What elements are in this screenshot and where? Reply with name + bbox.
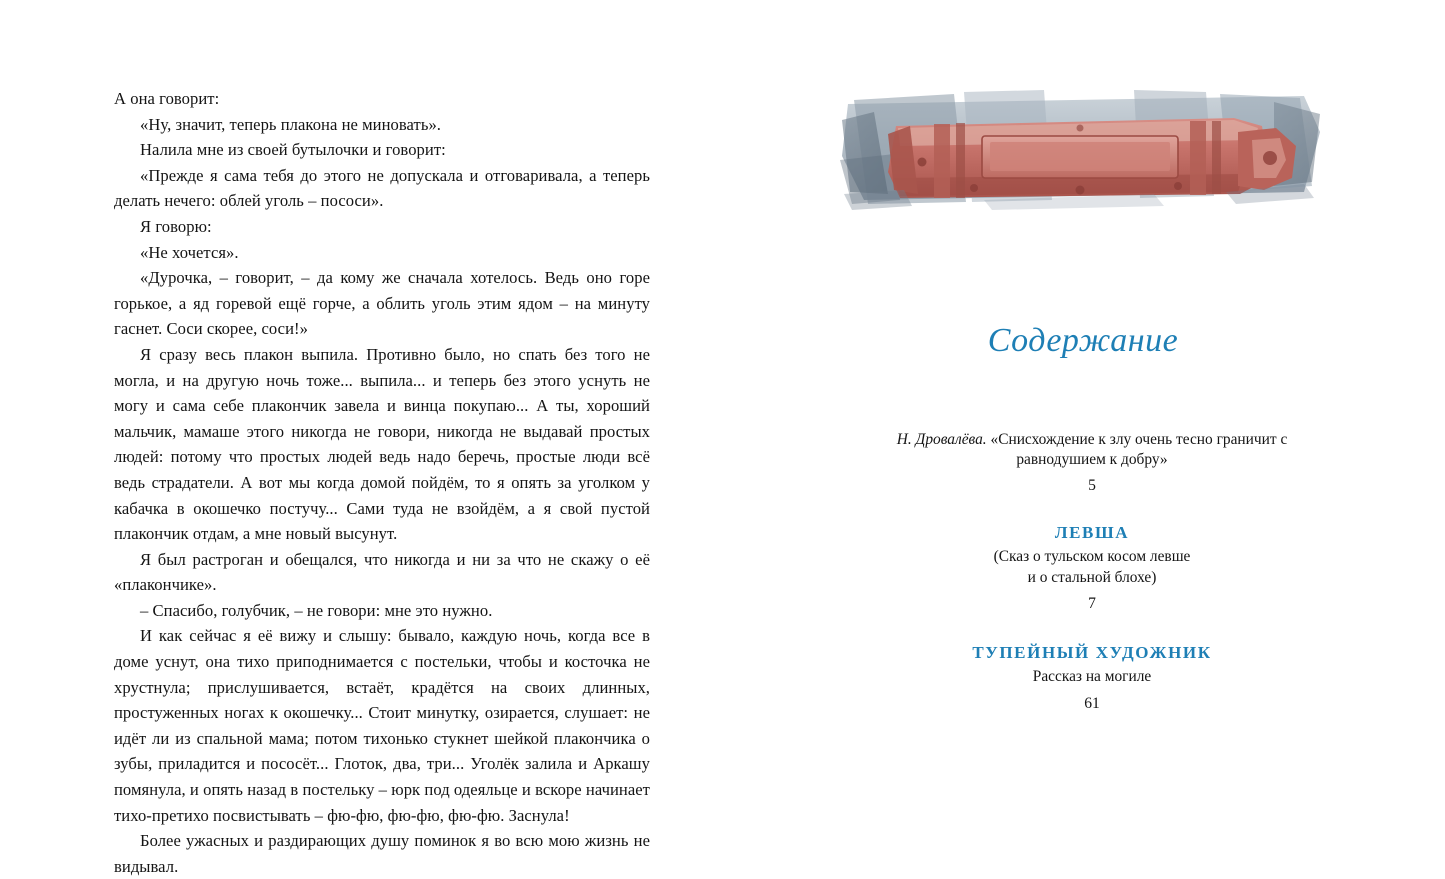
paragraph: А она говорит: bbox=[114, 89, 220, 108]
paragraph: «Прежде я сама тебя до этого не допускала и отговаривала, а теперь делать нечего: облей уголь – пососи». bbox=[114, 165, 650, 211]
body-text-block bbox=[114, 86, 650, 879]
toc-title: Содержание bbox=[987, 322, 1179, 359]
toc-entry[interactable] bbox=[872, 430, 1312, 495]
toc-entry[interactable] bbox=[872, 643, 1312, 713]
toc-entry-text bbox=[872, 430, 1312, 470]
paragraph: Я говорю: bbox=[140, 216, 212, 236]
paragraph: Более ужасных и раздирающих душу поминок я во всю мою жизнь не видывал. bbox=[114, 831, 650, 876]
toc-entry-title: «Снисхождение к злу очень тесно граничит с равнодушием к добру» bbox=[986, 431, 1288, 468]
paragraph: «Не хочется». bbox=[140, 242, 239, 262]
toc-entry-heading: ЛЕВША bbox=[1054, 523, 1130, 542]
toc-entry-page: 5 bbox=[1088, 477, 1096, 494]
toc-entry-subtitle-line-1: (Сказ о тульском косом левше bbox=[993, 548, 1191, 565]
toc-entry-subtitle-line-1: Рассказ на могиле bbox=[1032, 668, 1152, 685]
toc-entry-page: 7 bbox=[1088, 595, 1096, 612]
left-page bbox=[0, 0, 722, 876]
paragraph: Я был растроган и обещался, что никогда и ни за что не скажу о её «плакончике». bbox=[114, 549, 650, 595]
right-page bbox=[722, 0, 1444, 871]
paragraph: Налила мне из своей бутылочки и говорит: bbox=[140, 140, 446, 160]
paragraph: Я сразу весь плакон выпила. Противно было, но спать без того не могла, и на другую ночь тоже... выпила... и теперь без этого уснуть не могу и сама себе плакончик завела и винца покупаю... А ты, хороший мальчик, мамаше этого никогда не говори, никогда не выдавай простых людей: потому что простых людей ведь надо беречь, простые люди всё ведь страдатели. А вот мы когда домой пойдём, то я опять за уголком у кабачка в окошечко постучу... Сами туда не взойдём, а я свой пустой плакончик отдам, а мне новый высунут. bbox=[114, 344, 650, 544]
toc-entry[interactable] bbox=[872, 523, 1312, 613]
paragraph: «Ну, значит, теперь плакона не миновать». bbox=[140, 114, 442, 134]
toc-entry-subtitle-line-2: и о стальной блохе) bbox=[1027, 568, 1157, 586]
watercolor-forged-steel-plate-icon bbox=[834, 74, 1334, 239]
table-of-contents bbox=[872, 430, 1312, 737]
toc-entry-page: 61 bbox=[1084, 694, 1100, 712]
paragraph: И как сейчас я её вижу и слышу: бывало, каждую ночь, когда все в доме уснут, она тихо приподнимается с постельки, чтобы и косточка не хрустнула; прислушивается, встаёт, крадётся на своих длинных, простуженных ногах к окошечку... Стоит минутку, озирается, слушает: не идёт ли из спальной мама; потом тихонько стукнет шейкой плакончика о зубы, приладится и пососёт... Глоток, два, три... Уголёк залила и Аркашу помянула, и опять назад в постельку – юрк под одеяльце и вскоре начинает тихо-претихо посвистывать – фю-фю, фю-фю, фю-фю. Заснула! bbox=[114, 626, 650, 825]
paragraph: «Дурочка, – говорит, – да кому же сначала хотелось. Ведь оно горе горькое, а яд горевой ещё горче, а облить уголь этим ядом – на минуту гаснет. Соси скорее, соси!» bbox=[114, 268, 650, 339]
toc-entry-author: Н. Дровалёва. bbox=[896, 431, 987, 448]
paragraph: – Спасибо, голубчик, – не говори: мне это нужно. bbox=[140, 600, 493, 620]
toc-entry-heading: ТУПЕЙНЫЙ ХУДОЖНИК bbox=[972, 643, 1212, 662]
